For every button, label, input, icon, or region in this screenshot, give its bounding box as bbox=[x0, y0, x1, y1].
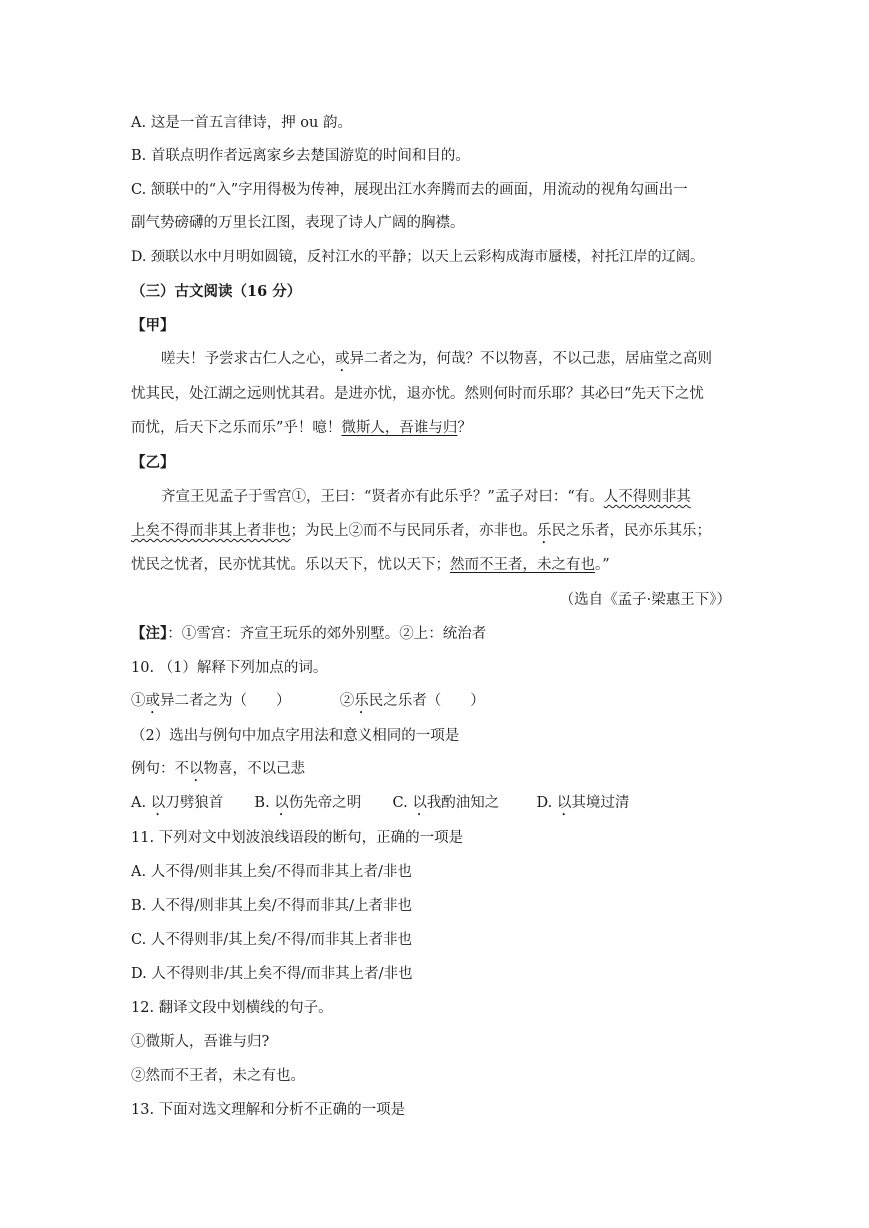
section-title: （三）古文阅读（16 分） bbox=[131, 283, 302, 300]
question-11-option-c: C. 人不得则非/其上矣/不得/而非其上者非也 bbox=[131, 932, 412, 948]
yi-text: 。” bbox=[595, 557, 610, 573]
q10-text: 伤先帝之明 bbox=[288, 795, 362, 811]
note-label: 【注】 bbox=[131, 625, 168, 642]
question-10-options bbox=[131, 793, 629, 819]
question-10-example bbox=[131, 759, 305, 785]
wavy-text-1: 人不得则非其 bbox=[603, 489, 691, 505]
option-c-line1: C. 颔联中的“入”字用得极为传神，展现出江水奔腾而去的画面，用流动的视角勾画出一 bbox=[131, 182, 688, 198]
option-c-line2: 副气势磅礴的万里长江图，表现了诗人广阔的胸襟。 bbox=[131, 215, 465, 231]
question-10-part1 bbox=[131, 691, 485, 717]
option-a: A. 这是一首五言律诗，押 ou 韵。 bbox=[131, 115, 352, 131]
q10-text: D. bbox=[536, 795, 557, 811]
note-text: ：①雪宫：齐宣王玩乐的郊外别墅。②上：统治者 bbox=[167, 626, 487, 642]
question-12-sentence-2: ②然而不王者，未之有也。 bbox=[131, 1068, 305, 1084]
passage-jia-line1 bbox=[161, 349, 712, 375]
q10-option-c bbox=[393, 795, 500, 811]
underlined-sentence-2: 然而不王者，未之有也 bbox=[450, 557, 595, 573]
q10-text: 其境过清 bbox=[571, 795, 630, 811]
passage-jia-line2: 忧其民，处江湖之远则忧其君。是进亦忧，退亦忧。然则何时而乐耶？其必曰“先天下之忧 bbox=[131, 386, 704, 402]
q10-text: ② bbox=[339, 693, 355, 709]
dotted-char-huo: 或 bbox=[145, 693, 160, 709]
q10-text: 例句：不 bbox=[131, 761, 189, 777]
q10-option-b bbox=[254, 795, 361, 811]
jia-text: ？ bbox=[457, 420, 472, 436]
yi-text: 民之乐者，民亦乐其乐； bbox=[551, 523, 711, 539]
dotted-char-le: 乐 bbox=[537, 523, 552, 539]
question-10-sub2: （2）选出与例句中加点字用法和意义相同的一项是 bbox=[131, 728, 460, 744]
q10-option-d bbox=[537, 795, 630, 811]
yi-text: ；为民上②而不与民同乐者，亦非也。 bbox=[290, 523, 537, 539]
question-12-title: 12. 翻译文段中划横线的句子。 bbox=[131, 1000, 333, 1016]
passage-yi-line2 bbox=[131, 521, 711, 547]
passage-yi-line1 bbox=[161, 487, 691, 507]
dotted-char-yi: 以 bbox=[274, 795, 289, 811]
wavy-text-2: 上矣不得而非其上者非也 bbox=[131, 523, 291, 539]
passage-yi-line3 bbox=[131, 555, 610, 575]
jia-text: 而忧，后天下之乐而乐”乎！噫！ bbox=[131, 420, 342, 436]
source-citation: （选自《孟子·梁惠王下》） bbox=[559, 592, 731, 608]
q10-text: B. bbox=[254, 795, 275, 811]
question-10-title: 10. （1）解释下列加点的词。 bbox=[131, 660, 328, 676]
passage-jia-label: 【甲】 bbox=[131, 317, 175, 334]
jia-text: 嗟夫！予尝求古仁人之心， bbox=[161, 351, 335, 367]
dotted-char-yi: 以 bbox=[150, 795, 166, 811]
question-12-sentence-1: ①微斯人，吾谁与归? bbox=[131, 1034, 270, 1050]
dotted-char-yi: 以 bbox=[556, 795, 572, 811]
q10-text: 物喜，不以己悲 bbox=[203, 761, 305, 777]
q10-text: C. bbox=[392, 795, 413, 811]
q10-text: 我酌油知之 bbox=[426, 795, 500, 811]
dotted-char-huo: 或 bbox=[335, 351, 350, 367]
dotted-char-yi: 以 bbox=[412, 795, 427, 811]
jia-text: 异二者之为，何哉？不以物喜，不以己悲，居庙堂之高则 bbox=[349, 351, 712, 367]
question-11-option-b: B. 人不得/则非其上矣/不得而非其/上者非也 bbox=[131, 898, 413, 914]
q10-text: ① bbox=[131, 693, 146, 709]
question-11-title: 11. 下列对文中划波浪线语段的断句，正确的一项是 bbox=[131, 830, 464, 846]
yi-text: 忧民之忧者，民亦忧其忧。乐以天下，忧以天下； bbox=[131, 557, 450, 573]
yi-text: 齐宣王见孟子于雪宫①，王曰：“贤者亦有此乐乎？”孟子对曰：“有。 bbox=[161, 489, 604, 505]
q10-text: 民之乐者（ ） bbox=[368, 693, 485, 709]
dotted-char-yi: 以 bbox=[189, 761, 204, 777]
q10-text: 刀劈狼首 bbox=[165, 795, 224, 811]
question-13-title: 13. 下面对选文理解和分析不正确的一项是 bbox=[131, 1102, 406, 1118]
annotation-note bbox=[131, 624, 486, 644]
option-d: D. 颈联以水中月明如圆镜，反衬江水的平静；以天上云彩构成海市蜃楼，衬托江岸的辽阔。 bbox=[131, 249, 705, 265]
q10-text: 异二者之为（ ） bbox=[160, 693, 291, 709]
question-11-option-d: D. 人不得则非/其上矣不得/而非其上者/非也 bbox=[131, 966, 413, 982]
q10-option-a bbox=[131, 795, 223, 811]
option-b: B. 首联点明作者远离家乡去楚国游览的时间和目的。 bbox=[131, 148, 470, 164]
passage-jia-line3 bbox=[131, 418, 472, 438]
dotted-char-le: 乐 bbox=[354, 693, 369, 709]
question-11-option-a: A. 人不得/则非其上矣/不得而非其上者/非也 bbox=[131, 864, 412, 880]
q10-text: A. bbox=[131, 795, 151, 811]
underlined-sentence-1: 微斯人，吾谁与归 bbox=[341, 420, 458, 436]
passage-yi-label: 【乙】 bbox=[131, 454, 175, 471]
